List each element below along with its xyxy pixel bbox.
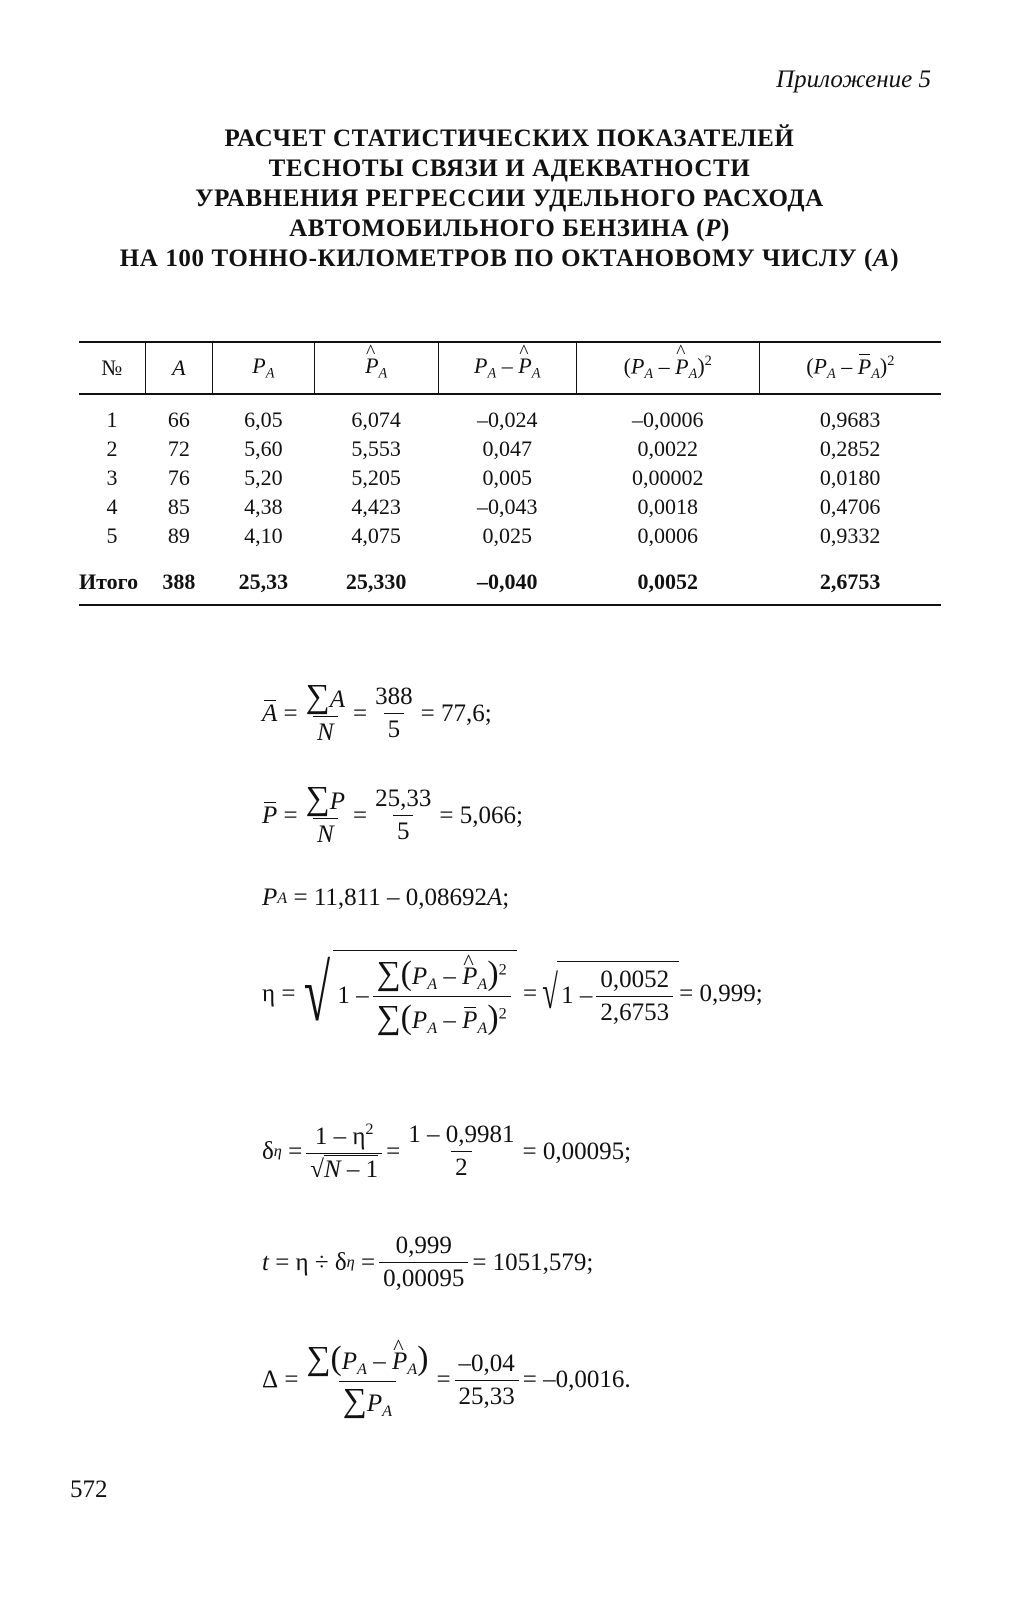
cell: 76 (167, 465, 190, 490)
cell: 0,4706 (819, 494, 881, 519)
table-row (79, 492, 941, 521)
cell: 4,423 (351, 494, 401, 519)
cell: 25,33 (238, 568, 289, 594)
cell: 6,074 (351, 407, 401, 432)
header-pa: $P_A$ (213, 342, 314, 394)
header-pa-hat: ^ $P_A$ (314, 342, 438, 394)
cell: 5,20 (244, 465, 283, 490)
header-number: № (79, 342, 145, 394)
table-row (79, 521, 941, 550)
cell: 66 (167, 407, 190, 432)
cell: –0,040 (476, 568, 538, 594)
cell: 0,9332 (819, 523, 881, 548)
header-residual-squared: ($P_A$ – ^ $P_A)^2$ (576, 342, 759, 394)
table-row (79, 434, 941, 463)
cell: 5,553 (351, 436, 401, 461)
cell: 25,330 (345, 568, 407, 594)
cell: 5,60 (244, 436, 283, 461)
cell: 2 (106, 436, 118, 461)
cell: 89 (167, 523, 190, 548)
cell: 4,10 (244, 523, 283, 548)
cell: 0,0006 (637, 523, 698, 548)
cell: 85 (167, 494, 190, 519)
cell: 0,047 (482, 436, 532, 461)
header-residual: $P_A$ – ^ $P_A$ (438, 342, 576, 394)
page-number: 572 (70, 1476, 108, 1503)
cell: –0,024 (476, 407, 538, 432)
cell: Итого (79, 568, 139, 594)
cell: 2,6753 (819, 568, 881, 594)
cell: –0,043 (476, 494, 538, 519)
header-deviation-squared: $(P_A - P_A)^2$ (759, 342, 941, 394)
formula-mean-p: P = $\frac{\sum P}{N}$ = $\frac{25,33}{5}$ = 5,066; (262, 780, 523, 848)
cell: 0,0022 (637, 436, 698, 461)
cell: 0,005 (482, 465, 532, 490)
cell: 0,025 (482, 523, 532, 548)
statistics-table (79, 341, 941, 606)
cell: 0,0052 (637, 568, 698, 594)
formula-delta-eta: δ η = $\frac{1 - \eta^2}{√N - 1}$ = $\frac{1 - 0,9981}{2}$ = 0,00095; (262, 1120, 632, 1183)
formula-eta: η = √ 1 – $\frac{\sum(P_A - \^{} P_A)^2}{\sum(P_A - P_A)^2}$ = √ 1 – $\frac{0,0052}{2,6753}$ = 0,999; (262, 950, 763, 1038)
formula-delta: Δ = $\frac{\sum(P_A - \^{} P_A)}{\sum P_A}$ = $\frac{-0,04}{25,33}$ = –0,0016. (262, 1340, 631, 1421)
header-a: A (145, 342, 213, 394)
table-header-row (79, 342, 941, 394)
cell: 3 (106, 465, 118, 490)
cell: 5,205 (351, 465, 401, 490)
table-row (79, 463, 941, 492)
cell: 4,075 (351, 523, 401, 548)
cell: 0,0018 (637, 494, 698, 519)
formula-regression: P A = 11,811 – 0,08692 A ; (262, 884, 510, 911)
cell: 4,38 (244, 494, 283, 519)
cell: 5 (106, 523, 118, 548)
title-line-4: АВТОМОБИЛЬНОГО БЕНЗИНА (P) (289, 215, 730, 242)
cell: 72 (167, 436, 190, 461)
title-line-2: ТЕСНОТЫ СВЯЗИ И АДЕКВАТНОСТИ (268, 155, 751, 182)
page-title (60, 124, 959, 274)
cell: 4 (106, 494, 118, 519)
cell: –0,0006 (631, 407, 704, 432)
cell: 0,00002 (631, 465, 704, 490)
title-line-3: УРАВНЕНИЯ РЕГРЕССИИ УДЕЛЬНОГО РАСХОДА (195, 185, 824, 212)
cell: 0,9683 (819, 407, 881, 432)
table-row (79, 394, 941, 434)
cell: 1 (106, 407, 118, 432)
appendix-label: Приложение 5 (776, 66, 931, 93)
cell: 0,2852 (819, 436, 881, 461)
title-line-1: РАСЧЕТ СТАТИСТИЧЕСКИХ ПОКАЗАТЕЛЕЙ (224, 125, 795, 152)
title-line-5: НА 100 ТОННО-КИЛОМЕТРОВ ПО ОКТАНОВОМУ ЧИСЛУ (A) (119, 245, 900, 272)
cell: 0,0180 (819, 465, 881, 490)
formula-mean-a: A = $\frac{\sum A}{N}$ = $\frac{388}{5}$ = 77,6; (262, 678, 492, 746)
cell: 6,05 (244, 407, 283, 432)
formula-t: t = η ÷ δ η = $\frac{0,999}{0,00095}$ = 1051,579; (262, 1232, 594, 1292)
table-total-row (79, 550, 941, 605)
cell: 388 (162, 568, 196, 594)
